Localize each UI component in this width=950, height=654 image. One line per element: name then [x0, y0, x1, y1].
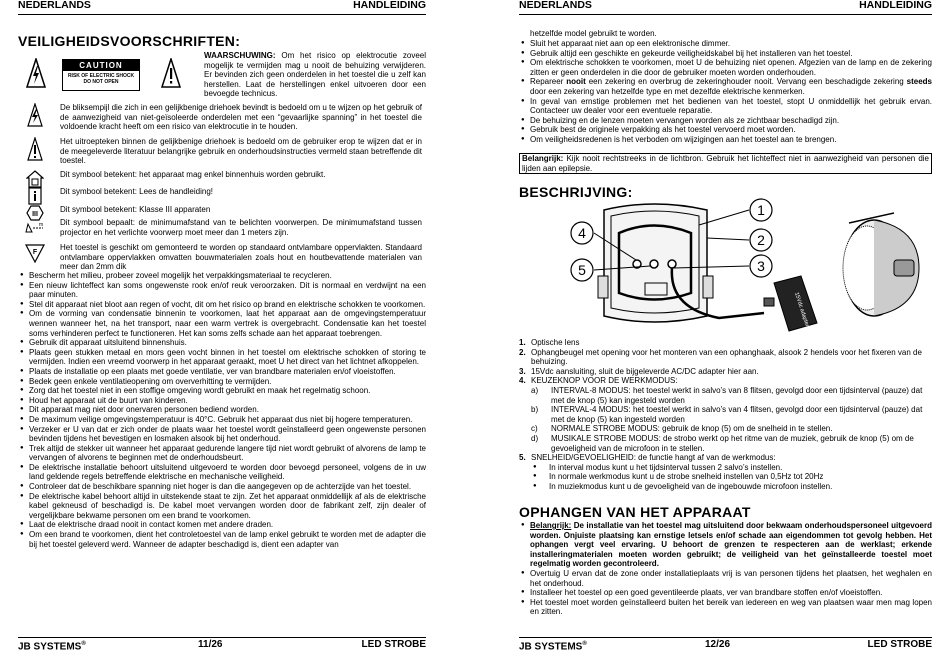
list-item: ● Stel dit apparaat niet bloot aan regen of vocht, dit om het risico op brand en elektrische schokken te voorkomen. — [20, 300, 426, 310]
list-item: ● Om veiligheidsredenen is het verboden om wijzigingen aan het toestel aan te brengen. — [521, 135, 932, 145]
safety-bullet-list-cont — [521, 39, 932, 145]
list-item: ● Bescherm het milieu, probeer zoveel mogelijk het verpakkingsmateriaal te recycleren. — [20, 271, 426, 281]
callout-1 — [750, 199, 772, 221]
mode-item: c) NORMALE STROBE MODUS: gebruik de knop (5) om de snelheid in te stellen. — [531, 424, 833, 434]
list-item: ● Gebruik best de originele verpakking als het toestel vervoerd moet worden. — [521, 125, 932, 135]
symbol-text-class3: Dit symbool betekent: Klasse III apparaten — [60, 205, 211, 214]
svg-text:15Vdc adapter: 15Vdc adapter — [793, 291, 810, 328]
page-header — [519, 1, 932, 15]
list-item: ● Om een brand te voorkomen, dient het controletoestel van de lamp enkel gebruikt te worden met de adapter die bij het toestel geleverd werd. Wanneer de adapter beschadigd is, dient een adapter van — [20, 530, 426, 549]
callout-4 — [571, 222, 593, 244]
symbol-text-indoor: Dit symbool betekent: het apparaat mag enkel binnenhuis worden gebruikt. — [60, 170, 326, 179]
parts-list — [519, 338, 932, 492]
svg-text:m: m — [39, 222, 44, 228]
page-footer — [18, 637, 426, 651]
caution-graphic — [18, 55, 203, 93]
speed-item: ● In normale werkmodus kunt u de strobe snelheid instellen van 0,5Hz tot 20Hz — [519, 472, 932, 482]
exclamation-warning-icon — [161, 58, 181, 88]
symbol-row-indoor — [18, 170, 426, 188]
symbol-row-distance — [18, 218, 426, 238]
svg-text:4: 4 — [578, 225, 586, 241]
speed-item: ● In muziekmodus kunt u de gevoeligheid van de ingebouwde microfoon instellen. — [519, 482, 932, 492]
page-right — [519, 0, 932, 654]
list-item: ● De maximum veilige omgevingstemperatuur is 40°C. Gebruik het apparaat dus niet bij hogere temperaturen. — [20, 415, 426, 425]
min-distance-icon — [24, 218, 46, 238]
list-item: ● Een nieuw lichteffect kan soms ongewenste rook en/of reuk veroorzaken. Dit is normaal en verdwijnt na een paar minuten. — [20, 281, 426, 300]
hanging-bullet-list — [521, 521, 932, 617]
safety-bullet-list — [20, 271, 426, 549]
symbol-row-flammable — [18, 243, 426, 272]
lightning-warning-icon — [26, 58, 46, 88]
part-item: 5. SNELHEID/GEVOELIGHEID: de functie hangt af van de werkmodus: — [519, 453, 776, 463]
part-item: 1. Optische lens — [519, 338, 580, 347]
flammable-surface-icon — [25, 243, 45, 263]
list-item: ● Overtuig U ervan dat de zone onder installatieplaats vrij is van personen tijdens het plaatsen, het weghalen en het onderhoud. — [521, 569, 932, 588]
footer-brand: JB SYSTEMS® — [519, 641, 587, 653]
svg-text:2: 2 — [757, 232, 765, 248]
list-item: ● Het toestel moet worden geïnstalleerd buiten het bereik van iedereen en weg van plaatsen waar men mag lopen en zitten. — [521, 598, 932, 617]
list-item: ● Zorg dat het toestel niet in een stoffige omgeving wordt gebruikt en maak het regelmatig schoon. — [20, 386, 426, 396]
lightning-triangle-icon — [27, 103, 43, 127]
strobe-front-view — [598, 204, 764, 322]
list-item: ● Om de vorming van condensatie binnenin te voorkomen, laat het apparaat aan de omgevingstemperatuur wennen wanneer het, na het transport, naar een warm vertrek is overgebracht. Condensatie kan het toestel soms verhinderen perfect te functioneren. Het kan soms zelfs schade aan het apparaat toebrengen. — [20, 309, 426, 338]
product-diagram — [549, 198, 932, 336]
symbol-row-exclamation — [18, 137, 426, 166]
note-text: Kijk nooit rechtstreeks in de lichtbron. Gebruik het lichteffect niet in aanwezigheid van personen die lijden aan epilepsie. — [522, 154, 929, 173]
list-item: ● Belangrijk: De installatie van het toestel mag uitsluitend door bekwaam onderhoudspersoneel uitgevoerd worden. Onjuiste plaatsing kan ernstige letsels en/of schade aan eigendommen tot gevolg hebben. Het ophangen vergt veel ervaring. U behoort de grenzen te respecteren aan de werklast; erkende installeringmaterialen moeten worden gebruikt; de veiligheid van het geïnstalleerde toestel moet regelmatig worden gecontroleerd. — [521, 521, 932, 569]
svg-text:III: III — [32, 211, 38, 218]
mode-item: d) MUSIKALE STROBE MODUS: de strobo werkt op het ritme van de muziek, gebruik de knop (5) om de gevoeligheid van de microfoon in te stellen. — [531, 433, 914, 453]
svg-text:5: 5 — [578, 262, 586, 278]
symbol-text-distance: Dit symbool bepaalt: de minimumafstand van te belichten voorwerpen. De minimumafstand tussen projector en het verlichte voorwerp moet meer dan 1 meters zijn. — [60, 218, 422, 237]
list-item: ● Trek altijd de stekker uit wanneer het apparaat gedurende langere tijd niet wordt gebruikt of alvorens de lamp te vervangen of alvorens te beginnen met de onderhoudsbeurt. — [20, 444, 426, 463]
callout-2 — [750, 229, 772, 251]
list-item: ● De elektrische installatie behoort uitsluitend uitgevoerd te worden door bevoegd personeel, volgens de in uw land geldende regels betreffende elektrische en mechanische veiligheid. — [20, 463, 426, 482]
indoor-house-icon — [26, 170, 44, 188]
warning-label: WAARSCHUWING: — [204, 51, 276, 60]
list-item: ● Laat de elektrische draad nooit in contact komen met andere draden. — [20, 520, 426, 530]
callout-5 — [571, 259, 593, 281]
header-language: NEDERLANDS — [519, 0, 592, 11]
footer-brand: JB SYSTEMS® — [18, 641, 86, 653]
list-item: ● Gebruik altijd een geschikte en gekeurde veiligheidskabel bij het installeren van het toestel. — [521, 49, 932, 59]
strobe-side-view — [843, 213, 919, 316]
page-footer — [519, 637, 932, 651]
caution-sub1: RISK OF ELECTRIC SHOCK — [67, 73, 135, 79]
page-header — [18, 1, 426, 15]
section-title-safety: VEILIGHEIDSVOORSCHRIFTEN: — [18, 33, 241, 49]
callout-3 — [750, 255, 772, 277]
list-item: ● De behuizing en de lenzen moeten vervangen worden als ze zichtbaar beschadigd zijn. — [521, 116, 932, 126]
read-manual-icon — [27, 187, 43, 205]
part-item: 2. Ophangbeugel met opening voor het monteren van een ophanghaak, alsook 2 hendels voor het fixeren van de behuizing. — [519, 347, 922, 367]
warning-paragraph — [204, 51, 426, 99]
note-label: Belangrijk: — [522, 154, 564, 163]
adapter-graphic — [764, 276, 817, 331]
warning-text: Om het risico op elektrocutie zoveel mogelijk te vermijden mag u nooit de behuizing verwijderen. Er bevinden zich geen onderdelen in het toestel die u zelf kan herstellen. Laat de herstellingen enkel uitvoeren door een bevoegde technicus. — [204, 51, 426, 99]
list-item: ● Plaats geen stukken metaal en mors geen vocht binnen in het toestel om elektrische schokken of storing te vermijden. Indien een vreemd voorwerp in het apparaat geraakt, moet U het direct van het lichtnet afkoppelen. — [20, 348, 426, 367]
list-item: ● Gebruik dit apparaat uitsluitend binnenshuis. — [20, 338, 426, 348]
continued-text: hetzelfde model gebruikt te worden. — [530, 29, 657, 38]
page-left — [18, 0, 426, 654]
footer-page-number: 12/26 — [705, 639, 731, 650]
list-item: ● Verzeker er U van dat er zich onder de plaats waar het toestel wordt geïnstalleerd geen ongewenste personen bevinden tijdens het bevestigen en losmaken alsook bij het onderhoud. — [20, 425, 426, 444]
important-note-box — [519, 153, 932, 174]
symbol-text-lightning: De bliksempijl die zich in een gelijkbenige driehoek bevindt is bedoeld om u te wijzen op het gebruik of de aanwezigheid van niet-geïsoleerde onderdelen met een “gevaarlijke spanning” in het toestel die voldoende kracht heeft om een risico van elektrocutie in te houden. — [60, 103, 422, 132]
header-doc-type: HANDLEIDING — [353, 0, 426, 11]
mode-item: a) INTERVAL-8 MODUS: het toestel werkt in salvo’s van 8 flitsen, gevolgd door een tijdsinterval (pauze) dat met de knop (5) kan ingesteld worden — [531, 385, 923, 405]
svg-text:1: 1 — [757, 202, 765, 218]
list-item: ● Repareer nooit een zekering en overbrug de zekeringhouder nooit. Vervang een beschadigde zekering steeds door een zekering van hetzelfde type en met dezelfde elektrische kenmerken. — [521, 77, 932, 96]
section-title-hanging: OPHANGEN VAN HET APPARAAT — [519, 504, 751, 520]
symbol-text-exclamation: Het uitroepteken binnen de gelijkbenige driehoek is bedoeld om de gebruiker erop te wijzen dat er in de meegeleverde literatuur belangrijke gebruik en onderhoudsinstructies vermeld staan betreffende dit toestel. — [60, 137, 422, 166]
list-item: ● Installeer het toestel op een goed geventileerde plaats, ver van brandbare stoffen en/of vloeistoffen. — [521, 588, 932, 598]
speed-item: ● In interval modus kunt u het tijdsinterval tussen 2 salvo’s instellen. — [519, 463, 932, 473]
caution-sub2: DO NOT OPEN — [83, 79, 119, 85]
list-item: ● De elektrische kabel behoort altijd in uitstekende staat te zijn. Zet het apparaat onmiddellijk af als de elektrische kabel gekneusd of beschadigd is. De kabel moet vervangen worden door de fabrikant zelf, zijn dealer of vergelijkbare bekwame personen om een brand te voorkomen. — [20, 492, 426, 521]
caution-label-box — [62, 59, 140, 91]
symbol-row-lightning — [18, 103, 426, 132]
svg-text:3: 3 — [757, 258, 765, 274]
exclamation-triangle-icon — [27, 137, 43, 161]
list-item: ● In geval van ernstige problemen met het bedienen van het toestel, stopt U onmiddellijk het gebruik ervan. Contacteer uw dealer voor een eventuele reparatie. — [521, 97, 932, 116]
list-item: ● Controleer dat de beschikbare spanning niet hoger is dan die aangegeven op de achterzijde van het toestel. — [20, 482, 426, 492]
footer-product: LED STROBE — [867, 639, 932, 650]
footer-product: LED STROBE — [361, 639, 426, 650]
footer-page-number: 11/26 — [198, 639, 223, 650]
list-item: ● Houd het apparaat uit de buurt van kinderen. — [20, 396, 426, 406]
symbol-text-manual: Dit symbool betekent: Lees de handleiding! — [60, 187, 213, 196]
part-item: 3. 15Vdc aansluiting, sluit de bijgeleverde AC/DC adapter hier aan. — [519, 366, 759, 376]
header-language: NEDERLANDS — [18, 0, 91, 11]
part-item: 4. KEUZEKNOP VOOR DE WERKMODUS: — [519, 376, 678, 386]
symbol-row-manual — [18, 187, 426, 205]
symbol-text-flammable: Het toestel is geschikt om gemonteerd te worden op standaard ontvlambare oppervlakten. Standaard ontvlambare oppervlakken omvatten bouwmaterialen zoals hout en houtbevattende materialen van meer dan 2mm dik — [60, 243, 422, 272]
svg-text:F: F — [32, 249, 38, 256]
caution-label: CAUTION — [63, 60, 139, 71]
list-item: ● Dit apparaat mag niet door onervaren personen bediend worden. — [20, 405, 426, 415]
header-doc-type: HANDLEIDING — [859, 0, 932, 11]
section-title-description: BESCHRIJVING: — [519, 184, 633, 200]
list-item: ● Sluit het apparaat niet aan op een elektronische dimmer. — [521, 39, 932, 49]
list-item: ● Bedek geen enkele ventilatieopening om oververhitting te vermijden. — [20, 377, 426, 387]
list-item: ● Om elektrische schokken te voorkomen, moet U de behuizing niet openen. Afgezien van de lamp en de zekering zitten er geen onderdelen in die door de gebruiker moeten worden onderhouden. — [521, 58, 932, 77]
list-item: ● Plaats de installatie op een plaats met goede ventilatie, ver van brandbare materialen en/of vloeistoffen. — [20, 367, 426, 377]
mode-item: b) INTERVAL-4 MODUS: het toestel werkt in salvo’s van 4 flitsen, gevolgd door een tijdsinterval (pauze) dat met de knop (5) kan ingesteld worden — [531, 405, 923, 424]
